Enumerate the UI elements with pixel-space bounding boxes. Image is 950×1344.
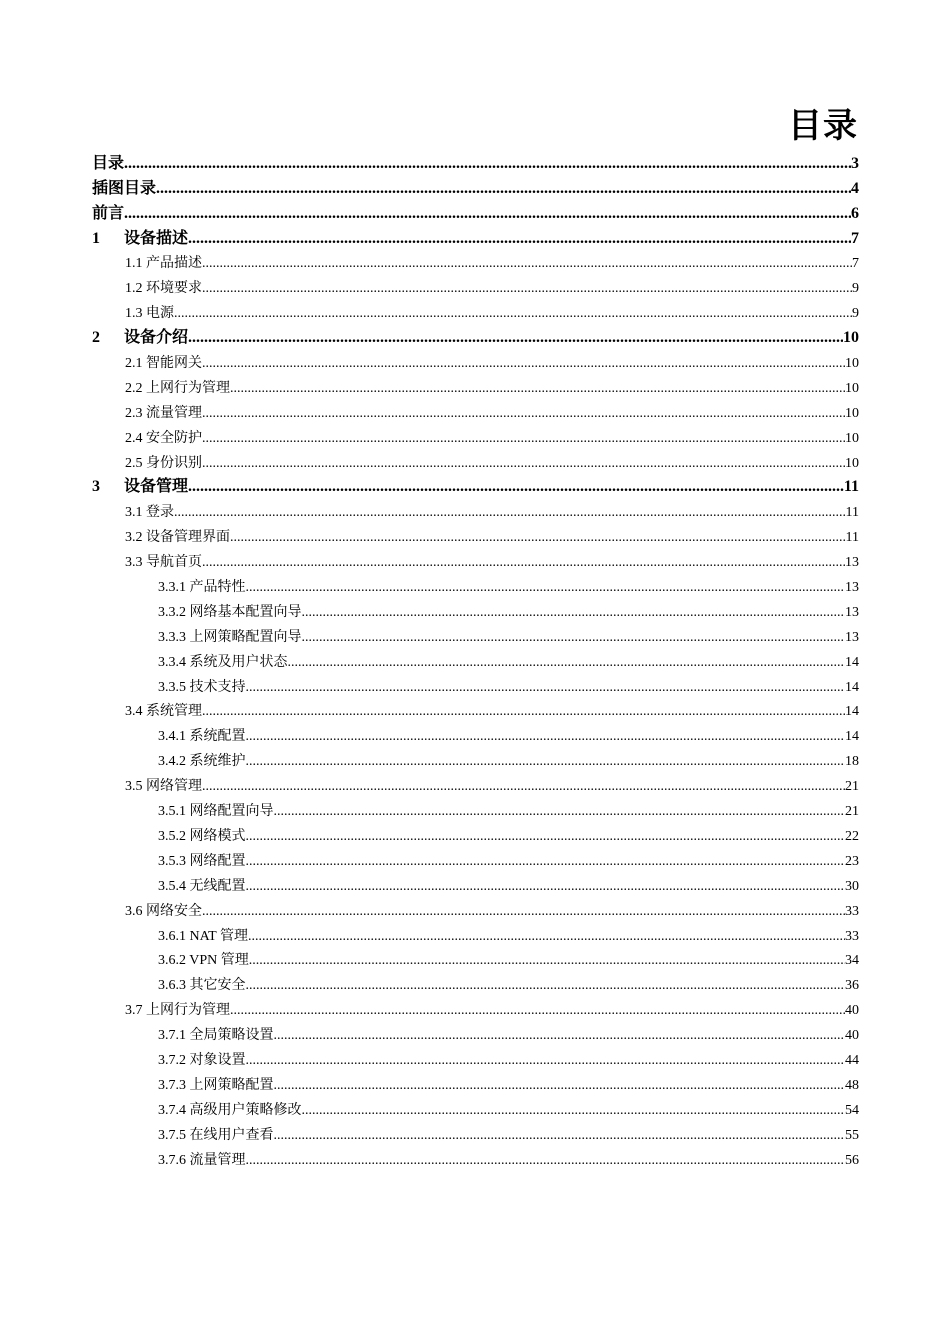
toc-entry[interactable] bbox=[92, 996, 859, 1021]
toc-entry[interactable] bbox=[92, 648, 859, 673]
toc-entry[interactable] bbox=[92, 1121, 859, 1146]
toc-entry-label: 3.7.1 全局策略设置 bbox=[158, 1028, 274, 1044]
toc-entry-page-number: 21 bbox=[845, 804, 859, 820]
toc-entry-page-number: 11 bbox=[845, 505, 859, 521]
toc-entry-label: 3.6.2 VPN 管理 bbox=[158, 953, 249, 969]
toc-entry-number: 1 bbox=[92, 229, 100, 247]
toc-entry[interactable] bbox=[92, 200, 859, 225]
toc-entry[interactable] bbox=[92, 523, 859, 548]
toc-entry[interactable] bbox=[92, 747, 859, 772]
toc-entry-page-number: 40 bbox=[845, 1003, 859, 1019]
dot-leader bbox=[274, 802, 846, 822]
toc-entry[interactable] bbox=[92, 250, 859, 275]
dot-leader bbox=[274, 1076, 846, 1096]
toc-entry-label: 3.7.4 高级用户策略修改 bbox=[158, 1102, 302, 1118]
toc-entry-label: 3.3 导航首页 bbox=[125, 555, 202, 571]
toc-entry-label: 3.6.3 其它安全 bbox=[158, 978, 246, 994]
toc-entry-label: 3.5.2 网络模式 bbox=[158, 828, 246, 844]
toc-entry-label: 2.5 身份识别 bbox=[125, 455, 202, 471]
toc-entry-number: 3 bbox=[92, 478, 100, 496]
toc-entry[interactable] bbox=[92, 1021, 859, 1046]
toc-entry-page-number: 11 bbox=[845, 530, 859, 546]
toc-entry-label: 3.5.4 无线配置 bbox=[158, 878, 246, 894]
toc-entry[interactable] bbox=[92, 573, 859, 598]
toc-entry-label: 目录 bbox=[92, 154, 125, 172]
dot-leader bbox=[248, 927, 845, 947]
dot-leader bbox=[202, 429, 845, 449]
dot-leader bbox=[188, 327, 843, 349]
toc-entry-label: 1.2 环境要求 bbox=[125, 281, 202, 297]
toc-entry-page-number: 23 bbox=[845, 853, 859, 869]
toc-entry-number: 2 bbox=[92, 329, 100, 347]
dot-leader bbox=[124, 203, 851, 225]
toc-entry-page-number: 3 bbox=[851, 154, 859, 172]
dot-leader bbox=[302, 628, 846, 648]
dot-leader bbox=[246, 1051, 846, 1071]
toc-entry-label: 3.7.5 在线用户查看 bbox=[158, 1127, 274, 1143]
toc-entry-page-number: 10 bbox=[845, 356, 859, 372]
toc-entry[interactable] bbox=[92, 1071, 859, 1096]
dot-leader bbox=[246, 976, 846, 996]
dot-leader bbox=[274, 1026, 846, 1046]
toc-entry-page-number: 54 bbox=[845, 1102, 859, 1118]
toc-entry-page-number: 55 bbox=[845, 1127, 859, 1143]
toc-entry-page-number: 7 bbox=[852, 256, 859, 272]
toc-entry-page-number: 13 bbox=[845, 629, 859, 645]
dot-leader bbox=[202, 553, 845, 573]
dot-leader bbox=[246, 752, 846, 772]
toc-entry-label: 3.5 网络管理 bbox=[125, 779, 202, 795]
toc-entry[interactable] bbox=[92, 947, 859, 972]
toc-entry-label: 3.5.3 网络配置 bbox=[158, 853, 246, 869]
toc-entry[interactable] bbox=[92, 299, 859, 324]
toc-entry-page-number: 6 bbox=[851, 204, 859, 222]
dot-leader bbox=[230, 1001, 845, 1021]
toc-entry-page-number: 40 bbox=[845, 1028, 859, 1044]
toc-entry[interactable] bbox=[92, 324, 859, 349]
toc-entry-page-number: 36 bbox=[845, 978, 859, 994]
toc-entry-label: 1.3 电源 bbox=[125, 306, 174, 322]
toc-entry-page-number: 13 bbox=[845, 580, 859, 596]
toc-entry-label: 3.4.2 系统维护 bbox=[158, 754, 246, 770]
dot-leader bbox=[202, 404, 845, 424]
toc-entry[interactable] bbox=[92, 548, 859, 573]
dot-leader bbox=[230, 379, 845, 399]
toc-entry-label: 3.4 系统管理 bbox=[125, 704, 202, 720]
toc-entry-page-number: 10 bbox=[843, 329, 859, 347]
dot-leader bbox=[202, 902, 845, 922]
toc-entry[interactable] bbox=[92, 772, 859, 797]
toc-entry-page-number: 21 bbox=[845, 779, 859, 795]
toc-entry-label: 3.7.6 流量管理 bbox=[158, 1152, 246, 1168]
toc-entry-page-number: 10 bbox=[845, 455, 859, 471]
toc-entry-page-number: 10 bbox=[845, 405, 859, 421]
toc-entry-page-number: 14 bbox=[845, 679, 859, 695]
toc-entry-label: 3.2 设备管理界面 bbox=[125, 530, 230, 546]
toc-entry[interactable] bbox=[92, 971, 859, 996]
toc-entry[interactable] bbox=[92, 623, 859, 648]
toc-entry-label: 3.3.4 系统及用户状态 bbox=[158, 654, 288, 670]
toc-entry-label: 插图目录 bbox=[92, 179, 157, 197]
dot-leader bbox=[202, 454, 845, 474]
toc-entry-page-number: 33 bbox=[845, 928, 859, 944]
dot-leader bbox=[302, 603, 846, 623]
toc-entry-page-number: 13 bbox=[845, 604, 859, 620]
toc-entry-label: 2.3 流量管理 bbox=[125, 405, 202, 421]
toc-entry-page-number: 14 bbox=[845, 654, 859, 670]
toc-entry[interactable] bbox=[92, 349, 859, 374]
toc-entry-label: 3.7 上网行为管理 bbox=[125, 1003, 230, 1019]
toc-entry[interactable] bbox=[92, 822, 859, 847]
dot-leader bbox=[246, 827, 846, 847]
toc-entry-page-number: 9 bbox=[852, 281, 859, 297]
toc-entry[interactable] bbox=[92, 374, 859, 399]
dot-leader bbox=[246, 727, 846, 747]
toc-entry[interactable] bbox=[92, 922, 859, 947]
toc-entry-page-number: 13 bbox=[845, 555, 859, 571]
dot-leader bbox=[288, 653, 846, 673]
dot-leader bbox=[202, 702, 845, 722]
dot-leader bbox=[124, 153, 851, 175]
toc-entry-label: 设备介绍 bbox=[124, 329, 189, 347]
toc-entry-page-number: 22 bbox=[845, 828, 859, 844]
toc-entry[interactable] bbox=[92, 847, 859, 872]
toc-entry-label: 2.4 安全防护 bbox=[125, 430, 202, 446]
toc-entry[interactable] bbox=[92, 175, 859, 200]
toc-entry[interactable] bbox=[92, 424, 859, 449]
toc-entry-label: 设备管理 bbox=[124, 478, 189, 496]
toc-entry-page-number: 10 bbox=[845, 430, 859, 446]
toc-entry-page-number: 9 bbox=[852, 306, 859, 322]
toc-entry-label: 2.1 智能网关 bbox=[125, 356, 202, 372]
toc-entry-page-number: 48 bbox=[845, 1077, 859, 1093]
page-title: 目录 bbox=[788, 106, 858, 146]
toc-entry[interactable] bbox=[92, 797, 859, 822]
toc-entry-page-number: 30 bbox=[845, 878, 859, 894]
dot-leader bbox=[174, 304, 852, 324]
toc-entry[interactable] bbox=[92, 449, 859, 474]
dot-leader bbox=[246, 877, 846, 897]
dot-leader bbox=[246, 578, 846, 598]
toc-entry[interactable] bbox=[92, 598, 859, 623]
table-of-contents bbox=[92, 150, 859, 1171]
toc-entry[interactable] bbox=[92, 150, 859, 175]
toc-entry-label: 前言 bbox=[92, 204, 125, 222]
toc-entry-label: 3.4.1 系统配置 bbox=[158, 729, 246, 745]
dot-leader bbox=[302, 1101, 846, 1121]
toc-entry-label: 3.5.1 网络配置向导 bbox=[158, 804, 274, 820]
toc-entry[interactable] bbox=[92, 474, 859, 499]
toc-entry[interactable] bbox=[92, 498, 859, 523]
dot-leader bbox=[246, 1151, 846, 1171]
toc-entry-label: 3.7.3 上网策略配置 bbox=[158, 1077, 274, 1093]
toc-entry-label: 3.3.3 上网策略配置向导 bbox=[158, 629, 302, 645]
toc-entry[interactable] bbox=[92, 897, 859, 922]
toc-entry-page-number: 11 bbox=[843, 478, 859, 496]
toc-entry-label: 3.7.2 对象设置 bbox=[158, 1052, 246, 1068]
toc-entry[interactable] bbox=[92, 722, 859, 747]
toc-entry-page-number: 14 bbox=[845, 729, 859, 745]
toc-entry-page-number: 18 bbox=[845, 754, 859, 770]
toc-entry[interactable] bbox=[92, 399, 859, 424]
toc-entry-page-number: 4 bbox=[851, 179, 859, 197]
toc-entry-label: 3.1 登录 bbox=[125, 505, 174, 521]
toc-entry-page-number: 33 bbox=[845, 903, 859, 919]
dot-leader bbox=[246, 678, 846, 698]
dot-leader bbox=[246, 852, 846, 872]
toc-entry-label: 2.2 上网行为管理 bbox=[125, 380, 230, 396]
toc-entry[interactable] bbox=[92, 274, 859, 299]
toc-entry[interactable] bbox=[92, 1046, 859, 1071]
toc-entry[interactable] bbox=[92, 872, 859, 897]
dot-leader bbox=[188, 476, 844, 498]
toc-entry-label: 3.6.1 NAT 管理 bbox=[158, 928, 248, 944]
toc-entry-label: 3.3.2 网络基本配置向导 bbox=[158, 604, 302, 620]
toc-entry-page-number: 44 bbox=[845, 1052, 859, 1068]
dot-leader bbox=[174, 503, 846, 523]
toc-entry-page-number: 34 bbox=[845, 953, 859, 969]
toc-entry-label: 3.3.1 产品特性 bbox=[158, 580, 246, 596]
toc-entry[interactable] bbox=[92, 698, 859, 723]
dot-leader bbox=[202, 279, 852, 299]
dot-leader bbox=[274, 1126, 846, 1146]
toc-entry[interactable] bbox=[92, 673, 859, 698]
toc-entry-label: 设备描述 bbox=[124, 229, 189, 247]
dot-leader bbox=[202, 254, 852, 274]
toc-entry-page-number: 14 bbox=[845, 704, 859, 720]
dot-leader bbox=[188, 228, 851, 250]
toc-entry[interactable] bbox=[92, 1096, 859, 1121]
toc-entry[interactable] bbox=[92, 225, 859, 250]
toc-entry-page-number: 7 bbox=[851, 229, 859, 247]
toc-entry-page-number: 10 bbox=[845, 380, 859, 396]
dot-leader bbox=[230, 528, 846, 548]
dot-leader bbox=[202, 777, 845, 797]
toc-entry-page-number: 56 bbox=[845, 1152, 859, 1168]
dot-leader bbox=[249, 951, 845, 971]
toc-entry-label: 3.3.5 技术支持 bbox=[158, 679, 246, 695]
toc-entry[interactable] bbox=[92, 1146, 859, 1171]
toc-entry-label: 1.1 产品描述 bbox=[125, 256, 202, 272]
dot-leader bbox=[202, 354, 845, 374]
dot-leader bbox=[156, 178, 851, 200]
toc-entry-label: 3.6 网络安全 bbox=[125, 903, 202, 919]
